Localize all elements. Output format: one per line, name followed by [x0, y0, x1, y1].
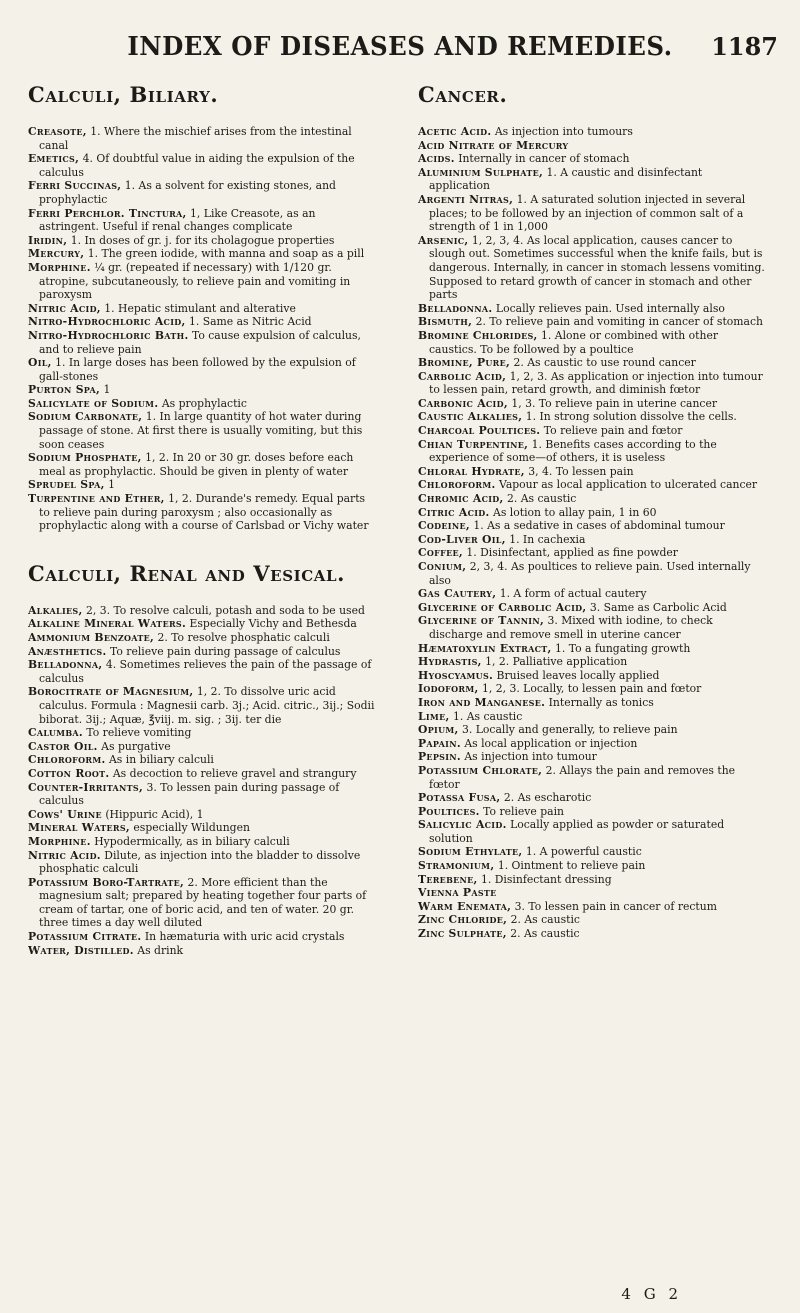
- index-entry: [418, 410, 766, 424]
- entry-text: 4. Of doubtful value in aiding the expulsion of the calculus: [39, 152, 355, 179]
- entry-text: Vapour as local application to ulcerated cancer: [495, 478, 758, 492]
- index-entry: [28, 726, 376, 740]
- entry-text: 1. As a sedative in cases of abdominal tumour: [469, 519, 725, 533]
- entry-text: 2. As caustic: [503, 492, 577, 506]
- entry-term: Ammonium Benzoate,: [28, 631, 155, 644]
- index-entry: [418, 642, 766, 656]
- entry-text: 1. As caustic: [449, 709, 523, 723]
- entry-term: Acids.: [418, 152, 455, 166]
- entry-term: Chloroform.: [28, 753, 106, 767]
- index-entry: [418, 193, 766, 234]
- index-entry: [418, 845, 766, 859]
- index-entry: [28, 740, 376, 754]
- entry-text: 1. A saturated solution injected in several places; to be followed by an injection of common salt of a strength of 1 in 1,000: [429, 192, 746, 234]
- entry-text: 3. To lessen pain during passage of calculus: [39, 780, 340, 808]
- entry-text: 1. Hepatic stimulant and alterative: [100, 301, 296, 315]
- entry-term: Codeine,: [418, 519, 470, 533]
- entry-text: To relieve pain and fœtor: [540, 424, 683, 438]
- entry-text: Locally applied as powder or saturated solution: [429, 818, 725, 845]
- entry-term: Potassium Boro-Tartrate,: [28, 875, 185, 889]
- entry-term: Turpentine and Ether,: [28, 492, 165, 506]
- entry-text: 2. More efficient than the magnesium salt; prepared by heating together four parts of cream of tartar, one of boric acid, and ten of water. 20 gr. three times a day well diluted: [39, 875, 367, 930]
- entry-term: Conium,: [418, 560, 467, 573]
- entry-term: Morphine.: [28, 260, 91, 274]
- index-entry: [28, 410, 376, 451]
- entry-text: 1, 2. Palliative application: [481, 655, 628, 669]
- entry-text: 1. Benefits cases according to the experience of some—of others, it is useless: [429, 437, 717, 465]
- index-entry: [28, 179, 376, 206]
- index-entry: [28, 247, 376, 261]
- index-entry: [28, 767, 376, 781]
- entry-term: Morphine.: [28, 834, 91, 848]
- entry-text: 1, 2. Durande's remedy. Equal parts to relieve pain during paroxysm ; also occasionally as prophylactic along with a course of Carlsbad or Vichy water: [39, 492, 369, 533]
- entry-term: Opium,: [418, 723, 459, 737]
- entry-text: Especially Vichy and Bethesda: [186, 617, 357, 631]
- index-entry: [28, 835, 376, 849]
- index-entry: [28, 849, 376, 876]
- index-entry: [28, 492, 376, 533]
- entry-text: 1. Ointment to relieve pain: [494, 859, 646, 873]
- index-entry: [418, 723, 766, 737]
- entry-term: Chloroform.: [418, 478, 496, 492]
- entry-term: Papain.: [418, 736, 461, 750]
- entry-term: Nitro-Hydrochloric Bath.: [28, 328, 189, 342]
- index-entry: [28, 356, 376, 383]
- entry-term: Gas Cautery,: [418, 587, 497, 601]
- entry-term: Glycerine of Carbolic Acid,: [418, 600, 587, 614]
- entry-term: Iodoform,: [418, 682, 479, 696]
- index-entry: [28, 631, 376, 645]
- entry-text: To relieve pain: [479, 804, 564, 818]
- right-column: [418, 82, 766, 1262]
- entry-term: Iridin,: [28, 233, 68, 247]
- entry-text: As local application or injection: [460, 736, 638, 750]
- entry-term: Charcoal Poultices.: [418, 424, 541, 438]
- section-heading: Calculi, Renal and Vesical.: [28, 560, 346, 586]
- index-entry: [28, 451, 376, 478]
- entry-term: Acetic Acid.: [418, 125, 492, 138]
- entry-list: [28, 604, 376, 957]
- index-entry: [418, 519, 766, 533]
- index-entry: [28, 876, 376, 930]
- entry-text: 3, 4. To lessen pain: [524, 464, 634, 478]
- index-entry: [418, 859, 766, 873]
- entry-term: Vienna Paste: [418, 886, 497, 900]
- entry-term: Arsenic,: [418, 233, 469, 247]
- entry-text: 1. As a solvent for existing stones, and prophylactic: [39, 179, 336, 206]
- index-entry: [28, 397, 376, 411]
- entry-list: [418, 125, 766, 941]
- entry-text: 1. A caustic and disinfectant application: [429, 165, 703, 193]
- entry-term: Cod-Liver Oil,: [418, 532, 506, 546]
- entry-term: Sodium Carbonate,: [28, 410, 143, 424]
- signature-mark: 4 G 2: [621, 1285, 682, 1303]
- entry-text: 1. A form of actual cautery: [496, 587, 647, 601]
- index-entry: [418, 764, 766, 791]
- entry-term: Emetics,: [28, 152, 80, 166]
- index-entry: [28, 821, 376, 835]
- entry-text: 1. The green iodide, with manna and soap as a pill: [84, 247, 365, 261]
- entry-text: 3. Mixed with iodine, to check discharge and remove smell in uterine cancer: [429, 614, 713, 641]
- entry-term: Zinc Chloride,: [418, 913, 508, 927]
- entry-text: As lotion to allay pain, 1 in 60: [489, 505, 657, 519]
- entry-text: 1, Like Creasote, as an astringent. Useful if renal changes complicate: [39, 206, 316, 234]
- entry-text: As drink: [133, 943, 184, 957]
- index-entry: [418, 152, 766, 166]
- entry-term: Warm Enemata,: [418, 899, 512, 913]
- entry-text: Hypodermically, as in biliary calculi: [90, 834, 290, 848]
- left-column: [28, 82, 376, 1242]
- index-entry: [418, 329, 766, 356]
- index-entry: [28, 753, 376, 767]
- entry-term: Glycerine of Tannin,: [418, 614, 545, 628]
- index-entry: [28, 808, 376, 822]
- entry-term: Caustic Alkalies,: [418, 410, 523, 424]
- entry-term: Coffee,: [418, 546, 463, 560]
- page-number: 1187: [711, 32, 778, 61]
- entry-term: Terebene,: [418, 872, 478, 886]
- entry-text: 1, 3. To relieve pain in uterine cancer: [507, 396, 718, 410]
- entry-term: Carbonic Acid,: [418, 396, 508, 410]
- index-entry: [418, 315, 766, 329]
- index-entry: [28, 152, 376, 179]
- entry-text: 2. As caustic: [507, 913, 580, 927]
- entry-term: Chian Turpentine,: [418, 437, 529, 451]
- index-entry: [28, 658, 376, 685]
- entry-text: As decoction to relieve gravel and strangury: [109, 766, 357, 780]
- index-entry: [418, 506, 766, 520]
- index-entry: [28, 944, 376, 958]
- entry-term: Ferri Perchlor. Tinctura,: [28, 206, 187, 220]
- entry-text: As injection into tumour: [460, 750, 597, 764]
- entry-text: As purgative: [97, 739, 171, 753]
- entry-term: Potassium Chlorate,: [418, 763, 543, 777]
- entry-term: Nitric Acid.: [28, 848, 101, 862]
- index-entry: [28, 383, 376, 397]
- entry-term: Purton Spa,: [28, 383, 101, 397]
- index-entry: [418, 424, 766, 438]
- entry-text: To cause expulsion of calculus, and to relieve pain: [39, 328, 361, 356]
- entry-term: Hyoscyamus.: [418, 668, 494, 682]
- index-entry: [28, 125, 376, 152]
- index-entry: [418, 546, 766, 560]
- index-entry: [418, 750, 766, 764]
- entry-text: 1. Disinfectant, applied as fine powder: [462, 546, 678, 560]
- entry-term: Cows' Urine: [28, 807, 102, 821]
- index-entry: [418, 927, 766, 941]
- entry-term: Belladonna.: [418, 301, 493, 315]
- entry-term: Creasote,: [28, 125, 87, 138]
- entry-text: 1, 2, 3. Locally, to lessen pain and fœtor: [478, 682, 702, 696]
- entry-term: Calumba.: [28, 726, 83, 740]
- entry-text: Internally in cancer of stomach: [454, 152, 630, 166]
- entry-term: Borocitrate of Magnesium,: [28, 685, 194, 699]
- index-entry: [418, 669, 766, 683]
- index-entry: [28, 930, 376, 944]
- entry-term: Chromic Acid,: [418, 492, 504, 506]
- index-entry: [28, 617, 376, 631]
- section-calculi-renal-vesical: [28, 561, 376, 957]
- entry-text: 2. As caustic: [506, 927, 580, 941]
- index-entry: [418, 533, 766, 547]
- index-entry: [28, 207, 376, 234]
- entry-term: Aluminium Sulphate,: [418, 165, 544, 179]
- entry-term: Stramonium,: [418, 859, 495, 873]
- entry-term: Bismuth,: [418, 315, 473, 329]
- entry-text: Internally as tonics: [545, 695, 654, 709]
- entry-term: Acid Nitrate of Mercury: [418, 138, 569, 152]
- entry-term: Sprudel Spa,: [28, 478, 105, 492]
- entry-term: Poultices.: [418, 804, 480, 818]
- entry-text: 1. In large quantity of hot water during passage of stone. At first there is usually vomiting, but this soon ceases: [39, 410, 363, 451]
- index-entry: [28, 478, 376, 492]
- entry-term: Sodium Phosphate,: [28, 451, 142, 465]
- entry-text: As injection into tumours: [491, 125, 633, 138]
- index-entry: [418, 438, 766, 465]
- entry-term: Iron and Manganese.: [418, 695, 546, 709]
- entry-text: 2, 3. To resolve calculi, potash and soda to be used: [82, 603, 365, 617]
- entry-text: 1, 2. In 20 or 30 gr. doses before each meal as prophylactic. Should be given in plenty of water: [39, 451, 354, 478]
- entry-term: Hæmatoxylin Extract,: [418, 641, 552, 655]
- entry-text: 1. Where the mischief arises from the intestinal canal: [39, 125, 352, 152]
- page-title: INDEX OF DISEASES AND REMEDIES.: [127, 32, 673, 62]
- index-entry: [418, 818, 766, 845]
- entry-text: 1. In doses of gr. j. for its cholagogue properties: [67, 233, 335, 247]
- entry-text: (Hippuric Acid), 1: [101, 807, 204, 821]
- entry-text: As in biliary calculi: [105, 753, 214, 767]
- entry-text: 1: [100, 383, 111, 397]
- entry-text: To relieve pain during passage of calculus: [106, 644, 341, 658]
- entry-term: Mercury,: [28, 247, 85, 261]
- index-entry: [418, 492, 766, 506]
- entry-term: Mineral Waters,: [28, 821, 130, 835]
- entry-text: In hæmaturia with uric acid crystals: [141, 930, 345, 944]
- index-entry: [418, 900, 766, 914]
- entry-term: Nitro-Hydrochloric Acid,: [28, 315, 186, 329]
- index-entry: [28, 261, 376, 302]
- entry-text: 3. To lessen pain in cancer of rectum: [511, 899, 717, 913]
- index-entry: [418, 682, 766, 696]
- entry-term: Alkalies,: [28, 603, 83, 617]
- entry-term: Potassium Citrate.: [28, 930, 142, 944]
- page-header: [0, 10, 800, 60]
- entry-term: Potassa Fusa,: [418, 791, 501, 805]
- entry-term: Zinc Sulphate,: [418, 927, 507, 941]
- index-entry: [28, 645, 376, 659]
- entry-term: Anæsthetics.: [28, 644, 107, 658]
- section-calculi-biliary: [28, 82, 376, 533]
- entry-text: 1. Alone or combined with other caustics. To be followed by a poultice: [429, 328, 719, 356]
- entry-text: 1. To a fungating growth: [551, 641, 691, 655]
- entry-term: Cotton Root.: [28, 766, 110, 780]
- index-entry: [28, 234, 376, 248]
- entry-text: 2. Allays the pain and removes the fœtor: [429, 763, 736, 791]
- entry-term: Bromine Chlorides,: [418, 328, 538, 342]
- index-entry: [418, 234, 766, 302]
- entry-text: ¼ gr. (repeated if necessary) with 1/120 gr. atropine, subcutaneously, to relieve pain and vomiting in paroxysm: [39, 260, 351, 302]
- index-entry: [418, 913, 766, 927]
- index-entry: [418, 655, 766, 669]
- index-entry: [418, 696, 766, 710]
- index-entry: [418, 356, 766, 370]
- entry-term: Bromine, Pure,: [418, 356, 511, 370]
- index-entry: [418, 710, 766, 724]
- entry-text: 2, 3, 4. As poultices to relieve pain. Used internally also: [429, 560, 751, 587]
- entry-text: To relieve vomiting: [82, 726, 192, 740]
- entry-term: Oil,: [28, 356, 52, 370]
- entry-text: 1. A powerful caustic: [522, 845, 642, 859]
- entry-text: Dilute, as injection into the bladder to dissolve phosphatic calculi: [39, 848, 361, 876]
- entry-text: Locally relieves pain. Used internally also: [492, 301, 725, 315]
- index-entry: [28, 315, 376, 329]
- entry-term: Argenti Nitras,: [418, 192, 514, 206]
- entry-text: 1, 2, 3. As application or injection into tumour to lessen pain, retard growth, and diminish fœtor: [429, 369, 763, 397]
- index-entry: [418, 370, 766, 397]
- entry-text: 2. To relieve pain and vomiting in cancer of stomach: [472, 315, 763, 329]
- entry-text: 1. In large doses has been followed by the expulsion of gall-stones: [39, 356, 356, 383]
- index-entry: [418, 465, 766, 479]
- entry-term: Water, Distilled.: [28, 943, 134, 957]
- index-entry: [418, 614, 766, 641]
- index-entry: [418, 125, 766, 139]
- entry-term: Carbolic Acid,: [418, 369, 507, 383]
- index-entry: [418, 587, 766, 601]
- entry-text: 3. Locally and generally, to relieve pain: [458, 723, 678, 737]
- entry-text: 1. In strong solution dissolve the cells.: [522, 410, 737, 424]
- index-entry: [418, 886, 766, 900]
- index-entry: [418, 805, 766, 819]
- entry-text: 4. Sometimes relieves the pain of the passage of calculus: [39, 658, 372, 685]
- index-entry: [418, 791, 766, 805]
- index-entry: [28, 604, 376, 618]
- section-cancer: [418, 82, 766, 941]
- section-heading: Cancer.: [418, 82, 508, 107]
- index-entry: [418, 478, 766, 492]
- entry-text: As prophylactic: [158, 396, 247, 410]
- entry-list: [28, 125, 376, 533]
- entry-term: Chloral Hydrate,: [418, 464, 525, 478]
- entry-term: Lime,: [418, 709, 450, 723]
- entry-text: 3. Same as Carbolic Acid: [586, 600, 727, 614]
- entry-text: 1, 2, 3, 4. As local application, causes cancer to slough out. Sometimes successful when the knife fails, but is dangerous. Internally, in cancer in stomach lessens vomiting. Supposed to retard growth of cancer in stomach and other parts: [429, 233, 765, 302]
- entry-term: Alkaline Mineral Waters.: [28, 617, 187, 631]
- index-entry: [418, 397, 766, 411]
- index-entry: [418, 737, 766, 751]
- index-entry: [28, 781, 376, 808]
- entry-term: Pepsin.: [418, 750, 461, 764]
- entry-text: 1. In cachexia: [505, 532, 586, 546]
- entry-text: 2. As caustic to use round cancer: [510, 356, 696, 370]
- index-entry: [418, 601, 766, 615]
- entry-text: 1. Same as Nitric Acid: [185, 315, 312, 329]
- entry-text: 2. As escharotic: [500, 791, 592, 805]
- entry-term: Salicylate of Sodium.: [28, 396, 159, 410]
- entry-term: Citric Acid.: [418, 505, 490, 519]
- entry-text: 1: [104, 478, 115, 492]
- entry-term: Sodium Ethylate,: [418, 845, 523, 859]
- entry-term: Counter-Irritants,: [28, 780, 144, 794]
- entry-text: 2. To resolve phosphatic calculi: [154, 631, 330, 644]
- index-entry: [418, 302, 766, 316]
- entry-term: Salicylic Acid.: [418, 818, 507, 832]
- index-entry: [418, 560, 766, 587]
- entry-term: Ferri Succinas,: [28, 179, 122, 193]
- index-entry: [28, 685, 376, 726]
- entry-term: Castor Oil.: [28, 739, 98, 753]
- entry-text: 1, 2. To dissolve uric acid calculus. Formula : Magnesii carb. 3j.; Acid. citric., 3ij.; Sodii biborat. 3ij.; Aquæ, ℥viij. m. sig. ; 3ij. ter die: [39, 685, 375, 726]
- entry-text: Bruised leaves locally applied: [493, 668, 660, 682]
- entry-term: Hydrastis,: [418, 655, 482, 669]
- index-entry: [418, 166, 766, 193]
- index-entry: [28, 302, 376, 316]
- index-entry: [28, 329, 376, 356]
- section-heading: Calculi, Biliary.: [28, 82, 219, 107]
- entry-term: Nitric Acid,: [28, 301, 101, 315]
- entry-text: 1. Disinfectant dressing: [477, 872, 612, 886]
- entry-term: Belladonna,: [28, 658, 103, 672]
- index-entry: [418, 873, 766, 887]
- entry-text: especially Wildungen: [129, 821, 250, 835]
- index-entry: [418, 139, 766, 153]
